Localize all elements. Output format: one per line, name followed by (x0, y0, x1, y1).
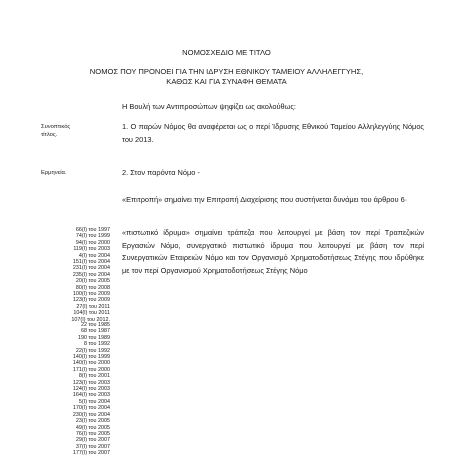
law-reference: 94(I) του 2000 (75, 239, 110, 246)
law-reference: 140(I) του 2000 (72, 360, 110, 367)
law-reference: 170(I) του 2004 (72, 405, 110, 412)
law-reference: 8 του 1992 (84, 341, 110, 348)
law-reference: 27(I) του 2011 (76, 303, 110, 310)
document-subtitle-line-2: ΚΑΘΩΣ ΚΑΙ ΓΙΑ ΣΥΝΑΦΗ ΘΕΜΑΤΑ (166, 77, 287, 86)
law-reference: 164(I) του 2003 (72, 392, 110, 399)
law-reference: 235(I) του 2004 (72, 271, 110, 278)
law-reference: 124(I) του 2003 (72, 386, 110, 393)
law-reference: 230(I) του 2004 (72, 411, 110, 418)
law-reference: 107(I) του 2012. (71, 316, 110, 323)
law-reference: 4(I) του 2004 (78, 252, 110, 259)
margin-note-line: τίτλος. (41, 131, 58, 138)
margin-note-interpretation: Ερμηνεία. (41, 170, 67, 176)
law-reference: 5(I) του 2004 (78, 398, 110, 405)
law-reference: 151(I) του 2004 (72, 259, 110, 266)
margin-note-line: Συνοπτικός (41, 124, 71, 130)
law-reference: 231(I) του 2004 (72, 265, 110, 272)
law-reference: 49(I) του 2005 (75, 424, 110, 431)
law-reference: 74(I) του 1999 (75, 233, 110, 240)
law-reference: 190 του 1989 (78, 334, 110, 341)
law-reference: 66(I) του 1997 (75, 227, 110, 233)
law-reference: 123(I) του 2009 (72, 297, 110, 304)
law-reference: 140(I) του 1999 (72, 354, 110, 361)
law-reference: 80(I) του 2008 (75, 284, 110, 291)
law-reference: 8(I) του 2001 (78, 373, 110, 380)
law-references-group-2 (44, 322, 110, 457)
law-reference: 29(I) του 2007 (75, 437, 110, 444)
law-reference: 20(I) του 2005 (75, 278, 110, 285)
law-reference: 100(I) του 2009 (72, 291, 110, 298)
law-reference: 104(I) του 2011 (73, 310, 110, 317)
law-reference: 119(I) του 2003 (73, 246, 110, 253)
document-title: ΝΟΜΟΣΧΕΔΙΟ ΜΕ ΤΙΤΛΟ (182, 48, 271, 57)
law-reference: 177(I) του 2007 (72, 450, 110, 457)
definition-committee: «Επιτροπή» σημαίνει την Επιτροπή Διαχείρισης που συστήνεται δυνάμει του άρθρου 6· (122, 195, 408, 204)
law-reference: 68 του 1987 (81, 328, 110, 335)
definition-credit-institution: «πιστωτικό ίδρυμα» σημαίνει τράπεζα που λειτουργεί με βάση τον περί Τραπεζικών Εργασιών Νόμο, συνεργατικό πιστωτικό ίδρυμα που λειτουργεί με βάση τον περί Συνεργατικών Εταιρειών Νόμο και τον Οργανισμό Χρηματοδοτήσεως Στέγης που ιδρύθηκε με τον περί Οργανισμού Χρηματοδοτήσεως Στέγης Νόμο (122, 228, 424, 275)
law-reference: 22 του 1985 (81, 322, 110, 328)
law-reference: 76(I) του 2005 (75, 430, 110, 437)
section-1: 1. Ο παρών Νόμος θα αναφέρεται ως ο περί Ίδρυσης Εθνικού Ταμείου Αλληλεγγύης Νόμος του 2013. (122, 122, 424, 144)
preamble: Η Βουλή των Αντιπροσώπων ψηφίζει ως ακολούθως: (122, 102, 296, 111)
law-reference: 23(I) του 2005 (75, 418, 110, 425)
law-reference: 37(I) του 2007 (75, 443, 110, 450)
margin-note-short-title (41, 124, 111, 139)
law-reference: 123(I) του 2003 (72, 379, 110, 386)
law-reference: 171(I) του 2000 (72, 366, 110, 373)
section-2-intro: 2. Στον παρόντα Νόμο - (122, 168, 200, 177)
law-references-group-1 (44, 227, 110, 323)
law-reference: 22(I) του 1992 (75, 347, 110, 354)
document-subtitle-line-1: ΝΟΜΟΣ ΠΟΥ ΠΡΟΝΟΕΙ ΓΙΑ ΤΗΝ ΙΔΡΥΣΗ ΕΘΝΙΚΟΥ ΤΑΜΕΙΟΥ ΑΛΛΗΛΕΓΓΥΗΣ, (89, 67, 364, 76)
